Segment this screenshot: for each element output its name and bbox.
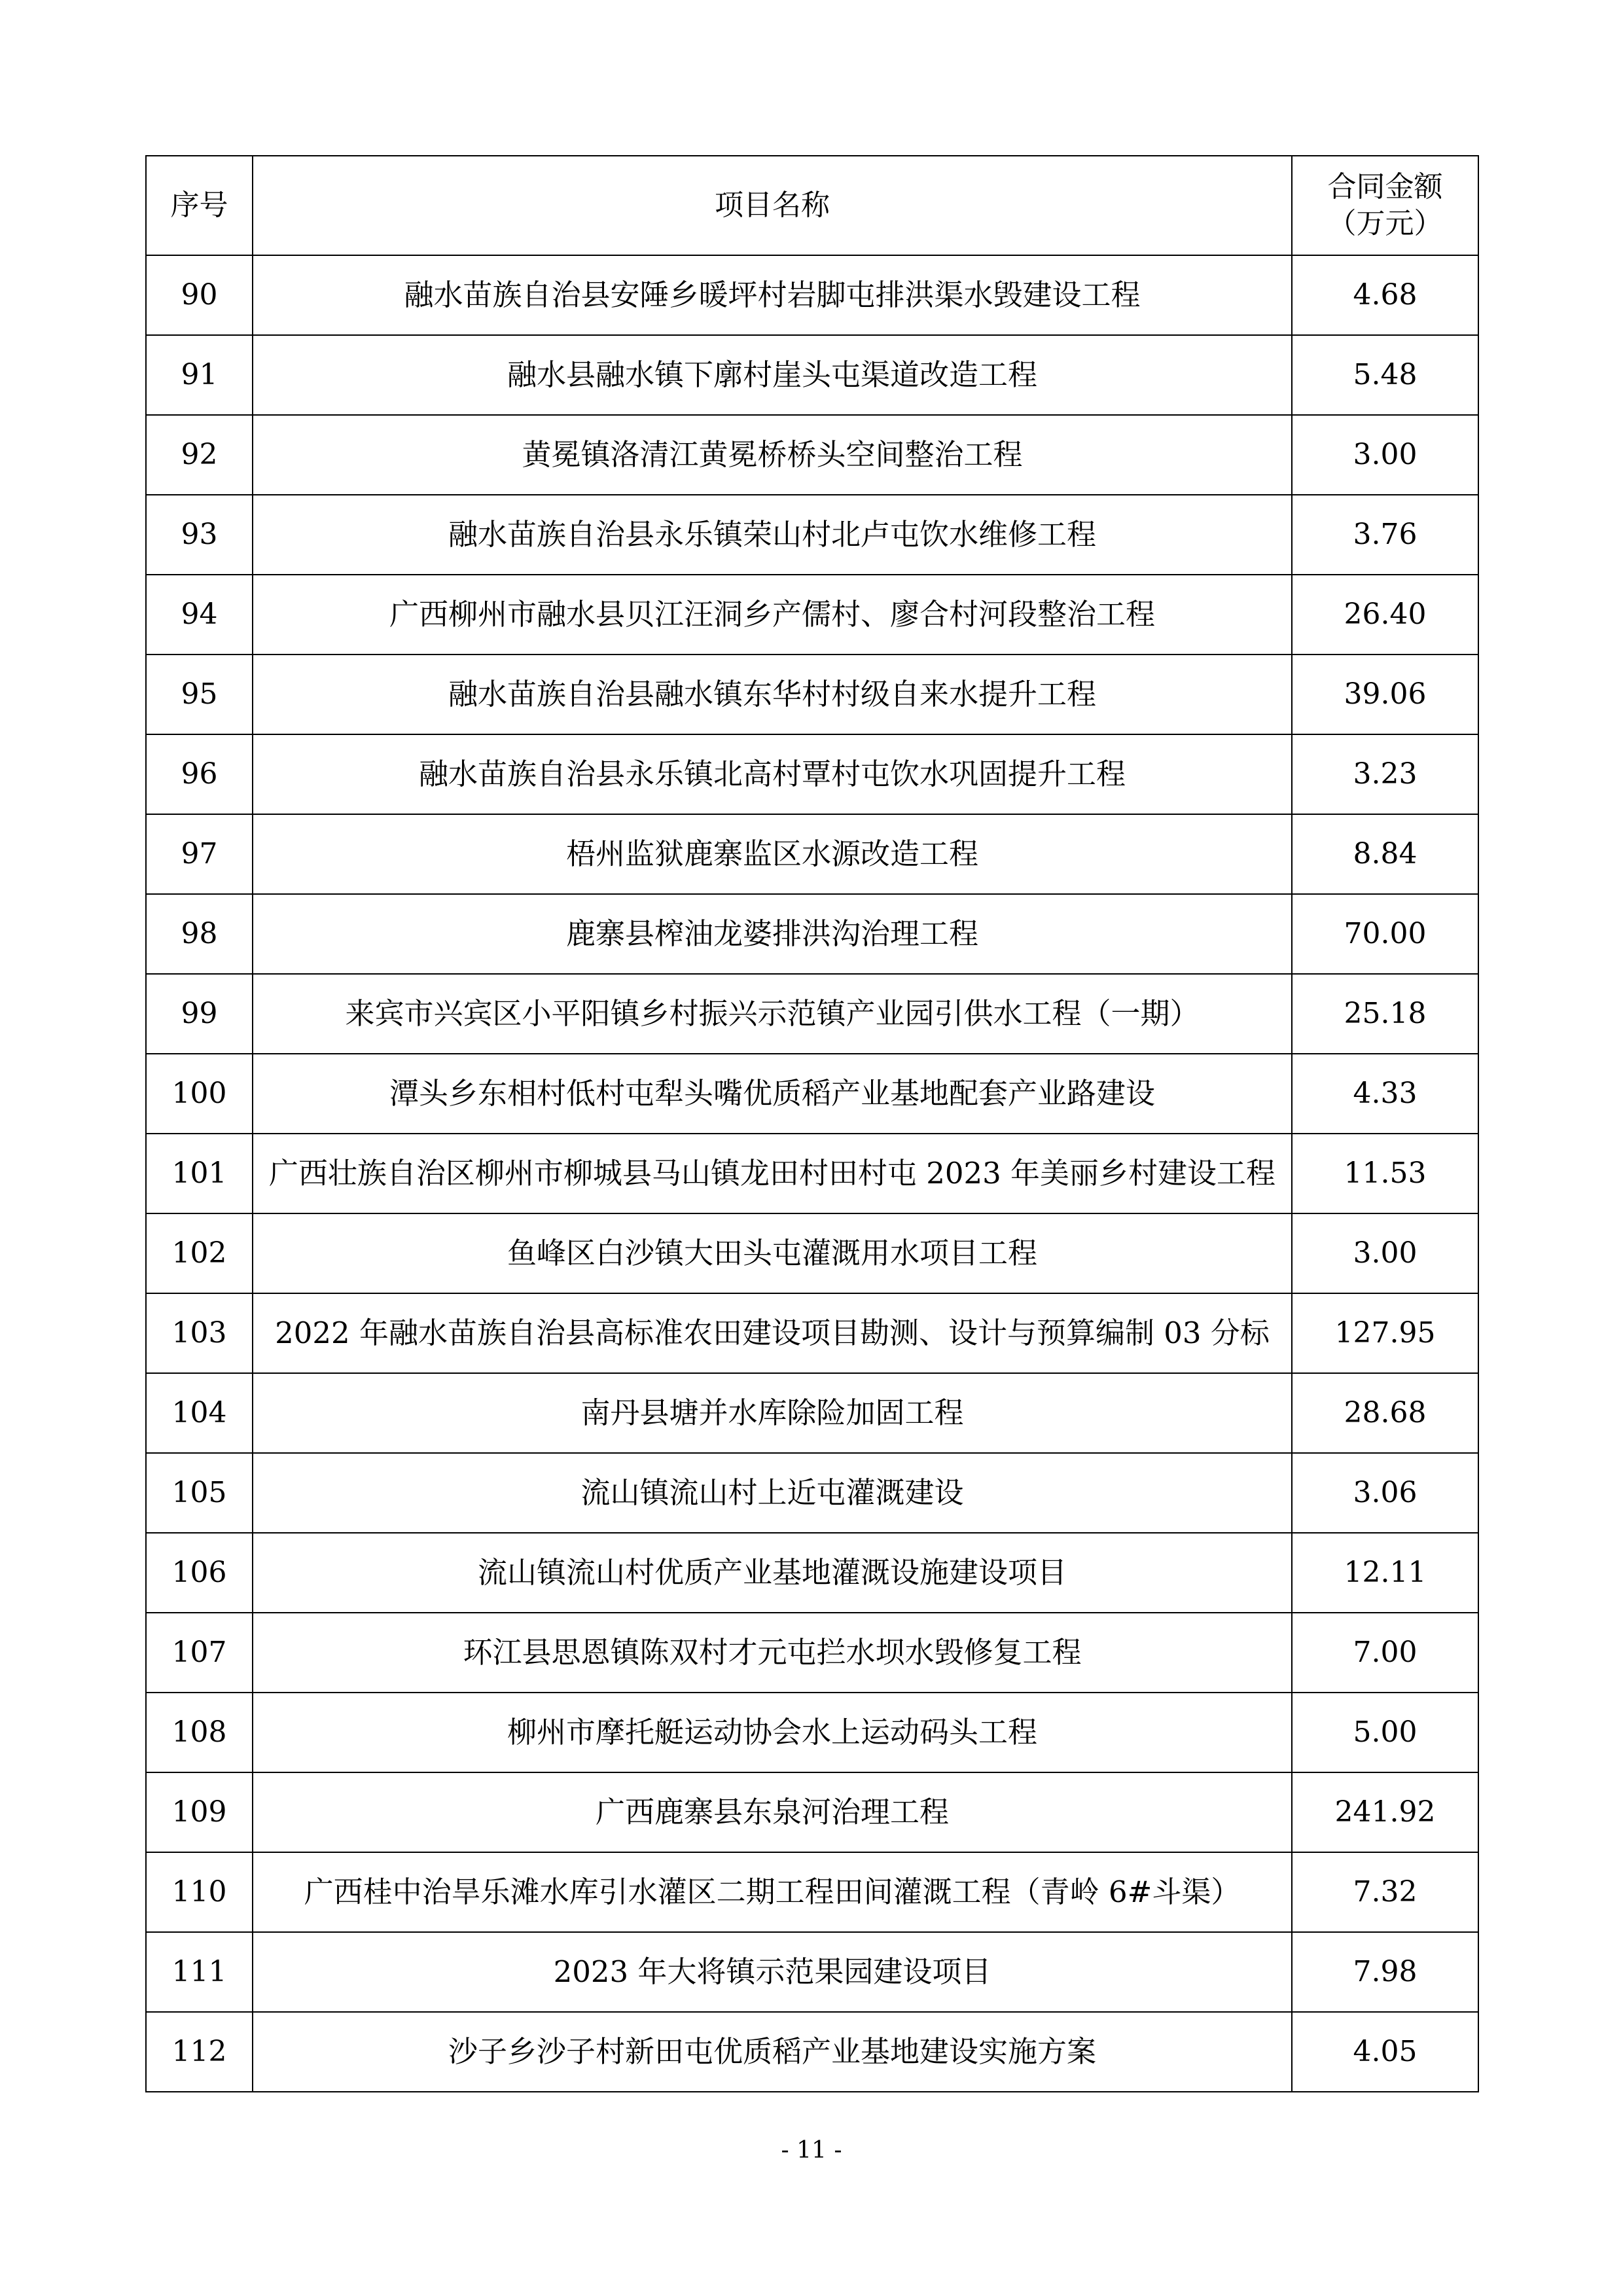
cell-project-name: 黄冕镇洛清江黄冕桥桥头空间整治工程 — [253, 415, 1292, 495]
cell-project-name: 融水县融水镇下廓村崖头屯渠道改造工程 — [253, 335, 1292, 415]
cell-project-name: 广西壮族自治区柳州市柳城县马山镇龙田村田村屯 2023 年美丽乡村建设工程 — [253, 1134, 1292, 1213]
cell-contract-amount: 4.33 — [1292, 1054, 1478, 1134]
table-row — [146, 814, 1478, 894]
cell-contract-amount: 5.00 — [1292, 1693, 1478, 1772]
cell-serial: 99 — [146, 974, 253, 1054]
table-body — [146, 255, 1478, 2092]
header-amount-line1: 合同金额 — [1327, 170, 1443, 204]
cell-contract-amount: 3.76 — [1292, 495, 1478, 575]
table-row — [146, 1293, 1478, 1373]
table-row — [146, 894, 1478, 974]
cell-project-name: 融水苗族自治县融水镇东华村村级自来水提升工程 — [253, 655, 1292, 734]
cell-contract-amount: 28.68 — [1292, 1373, 1478, 1453]
table-row — [146, 1613, 1478, 1693]
table-row — [146, 1213, 1478, 1293]
table-row — [146, 1772, 1478, 1852]
cell-serial: 111 — [146, 1932, 253, 2012]
header-contract-amount — [1292, 156, 1478, 255]
cell-serial: 96 — [146, 734, 253, 814]
cell-serial: 98 — [146, 894, 253, 974]
cell-serial: 97 — [146, 814, 253, 894]
cell-project-name: 南丹县塘并水库除险加固工程 — [253, 1373, 1292, 1453]
cell-project-name: 流山镇流山村优质产业基地灌溉设施建设项目 — [253, 1533, 1292, 1613]
cell-project-name: 流山镇流山村上近屯灌溉建设 — [253, 1453, 1292, 1533]
table-row — [146, 974, 1478, 1054]
cell-project-name: 潭头乡东相村低村屯犁头嘴优质稻产业基地配套产业路建设 — [253, 1054, 1292, 1134]
table-row — [146, 495, 1478, 575]
table-row — [146, 1373, 1478, 1453]
cell-serial: 112 — [146, 2012, 253, 2092]
cell-project-name: 融水苗族自治县永乐镇北高村覃村屯饮水巩固提升工程 — [253, 734, 1292, 814]
cell-serial: 104 — [146, 1373, 253, 1453]
cell-serial: 101 — [146, 1134, 253, 1213]
cell-contract-amount: 8.84 — [1292, 814, 1478, 894]
cell-contract-amount: 12.11 — [1292, 1533, 1478, 1613]
header-amount-line2: （万元） — [1327, 207, 1443, 240]
cell-serial: 95 — [146, 655, 253, 734]
cell-contract-amount: 7.32 — [1292, 1852, 1478, 1932]
cell-serial: 107 — [146, 1613, 253, 1693]
cell-project-name: 柳州市摩托艇运动协会水上运动码头工程 — [253, 1693, 1292, 1772]
page-number: - 11 - — [781, 2137, 842, 2164]
cell-contract-amount: 7.00 — [1292, 1613, 1478, 1693]
cell-serial: 109 — [146, 1772, 253, 1852]
table-row — [146, 255, 1478, 335]
cell-contract-amount: 5.48 — [1292, 335, 1478, 415]
cell-contract-amount: 3.06 — [1292, 1453, 1478, 1533]
cell-project-name: 梧州监狱鹿寨监区水源改造工程 — [253, 814, 1292, 894]
cell-serial: 102 — [146, 1213, 253, 1293]
cell-contract-amount: 4.68 — [1292, 255, 1478, 335]
cell-project-name: 鹿寨县榨油龙婆排洪沟治理工程 — [253, 894, 1292, 974]
cell-project-name: 融水苗族自治县永乐镇荣山村北卢屯饮水维修工程 — [253, 495, 1292, 575]
table-row — [146, 415, 1478, 495]
table-row — [146, 1453, 1478, 1533]
table-row — [146, 1533, 1478, 1613]
cell-contract-amount: 3.00 — [1292, 415, 1478, 495]
cell-serial: 90 — [146, 255, 253, 335]
cell-serial: 108 — [146, 1693, 253, 1772]
cell-project-name: 2022 年融水苗族自治县高标准农田建设项目勘测、设计与预算编制 03 分标 — [253, 1293, 1292, 1373]
header-project-name: 项目名称 — [253, 156, 1292, 255]
table-row — [146, 2012, 1478, 2092]
cell-contract-amount: 241.92 — [1292, 1772, 1478, 1852]
table-row — [146, 575, 1478, 655]
cell-serial: 91 — [146, 335, 253, 415]
cell-project-name: 融水苗族自治县安陲乡暖坪村岩脚屯排洪渠水毁建设工程 — [253, 255, 1292, 335]
cell-serial: 92 — [146, 415, 253, 495]
cell-contract-amount: 11.53 — [1292, 1134, 1478, 1213]
table-row — [146, 655, 1478, 734]
cell-contract-amount: 127.95 — [1292, 1293, 1478, 1373]
table-header-row — [146, 156, 1478, 255]
cell-contract-amount: 3.00 — [1292, 1213, 1478, 1293]
table-row — [146, 1134, 1478, 1213]
cell-project-name: 环江县思恩镇陈双村才元屯拦水坝水毁修复工程 — [253, 1613, 1292, 1693]
cell-serial: 110 — [146, 1852, 253, 1932]
table-row — [146, 1932, 1478, 2012]
cell-contract-amount: 3.23 — [1292, 734, 1478, 814]
cell-serial: 106 — [146, 1533, 253, 1613]
cell-serial: 93 — [146, 495, 253, 575]
table-row — [146, 1852, 1478, 1932]
cell-project-name: 鱼峰区白沙镇大田头屯灌溉用水项目工程 — [253, 1213, 1292, 1293]
table-row — [146, 1054, 1478, 1134]
cell-project-name: 广西柳州市融水县贝江汪洞乡产儒村、廖合村河段整治工程 — [253, 575, 1292, 655]
cell-contract-amount: 70.00 — [1292, 894, 1478, 974]
table-row — [146, 1693, 1478, 1772]
cell-contract-amount: 7.98 — [1292, 1932, 1478, 2012]
cell-serial: 105 — [146, 1453, 253, 1533]
cell-serial: 94 — [146, 575, 253, 655]
table-row — [146, 335, 1478, 415]
cell-project-name: 沙子乡沙子村新田屯优质稻产业基地建设实施方案 — [253, 2012, 1292, 2092]
cell-contract-amount: 4.05 — [1292, 2012, 1478, 2092]
table-row — [146, 734, 1478, 814]
cell-serial: 103 — [146, 1293, 253, 1373]
cell-contract-amount: 39.06 — [1292, 655, 1478, 734]
cell-project-name: 来宾市兴宾区小平阳镇乡村振兴示范镇产业园引供水工程（一期） — [253, 974, 1292, 1054]
cell-project-name: 2023 年大将镇示范果园建设项目 — [253, 1932, 1292, 2012]
cell-serial: 100 — [146, 1054, 253, 1134]
cell-project-name: 广西鹿寨县东泉河治理工程 — [253, 1772, 1292, 1852]
cell-contract-amount: 25.18 — [1292, 974, 1478, 1054]
header-serial: 序号 — [146, 156, 253, 255]
cell-contract-amount: 26.40 — [1292, 575, 1478, 655]
cell-project-name: 广西桂中治旱乐滩水库引水灌区二期工程田间灌溉工程（青岭 6#斗渠） — [253, 1852, 1292, 1932]
project-table — [145, 155, 1479, 2092]
